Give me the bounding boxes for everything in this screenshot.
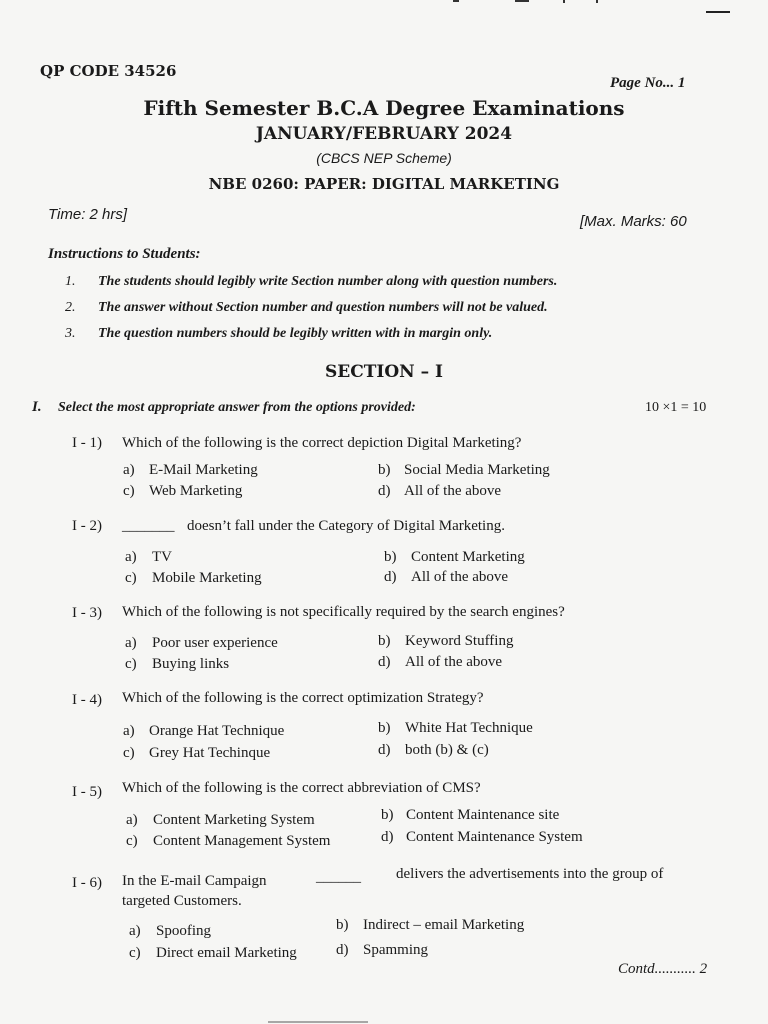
option-label: a) — [126, 812, 138, 828]
option-label: d) — [384, 569, 397, 585]
option-label: b) — [384, 549, 397, 565]
instruction-number: 3. — [65, 326, 76, 341]
instruction-number: 1. — [65, 274, 76, 289]
option-label: b) — [378, 633, 391, 649]
option-label: a) — [125, 549, 137, 565]
option-text: Keyword Stuffing — [405, 633, 514, 649]
paper-title: NBE 0260: PAPER: DIGITAL MARKETING — [208, 175, 560, 193]
scan-speck — [563, 0, 565, 3]
option-label: d) — [378, 654, 391, 670]
section-roman: I. — [32, 399, 42, 415]
option-text: Grey Hat Techinque — [149, 745, 271, 761]
exam-title: Fifth Semester B.C.A Degree Examinations — [143, 96, 625, 120]
option-text: both (b) & (c) — [405, 742, 489, 758]
page-number: Page No... 1 — [610, 75, 686, 91]
question-number: I - 1) — [72, 435, 102, 451]
option-text: Indirect – email Marketing — [363, 917, 525, 933]
scan-speck — [596, 0, 598, 3]
question-number: I - 6) — [72, 875, 102, 891]
option-label: a) — [123, 723, 135, 739]
option-text: E-Mail Marketing — [149, 462, 258, 478]
option-text: Spamming — [363, 942, 429, 958]
question-text: Which of the following is the correct abbreviation of CMS? — [122, 780, 481, 796]
question-number: I - 3) — [72, 605, 102, 621]
scheme: (CBCS NEP Scheme) — [316, 150, 452, 166]
question-blank: _______ — [122, 518, 175, 534]
option-text: Mobile Marketing — [152, 570, 262, 586]
section-marks: 10 ×1 = 10 — [645, 400, 707, 415]
option-label: c) — [129, 945, 141, 961]
option-text: Content Marketing — [411, 549, 525, 565]
scan-mark-line — [706, 11, 730, 13]
option-text: Spoofing — [156, 923, 212, 939]
option-text: Content Management System — [153, 833, 331, 849]
question-number: I - 5) — [72, 784, 102, 800]
option-text: Web Marketing — [149, 483, 243, 499]
option-label: c) — [123, 745, 135, 761]
instruction-text: The answer without Section number and question numbers will not be valued. — [98, 300, 548, 315]
exam-session: JANUARY/FEBRUARY 2024 — [255, 124, 513, 144]
option-text: TV — [152, 549, 172, 565]
option-text: Content Maintenance site — [406, 807, 560, 823]
option-label: b) — [378, 462, 391, 478]
option-text: All of the above — [404, 483, 502, 499]
instruction-text: The students should legibly write Section number along with question numbers. — [98, 274, 558, 289]
option-text: Poor user experience — [152, 635, 278, 651]
question-number: I - 4) — [72, 692, 102, 708]
option-text: White Hat Technique — [405, 720, 533, 736]
option-label: d) — [381, 829, 394, 845]
option-text: All of the above — [405, 654, 503, 670]
option-text: Direct email Marketing — [156, 945, 297, 961]
option-label: a) — [129, 923, 141, 939]
option-label: d) — [336, 942, 349, 958]
section-directive: Select the most appropriate answer from the options provided: — [58, 400, 416, 415]
qp-code: QP CODE 34526 — [40, 62, 177, 80]
instructions-heading: Instructions to Students: — [48, 246, 201, 262]
question-text: Which of the following is the correct optimization Strategy? — [122, 690, 484, 706]
option-text: Orange Hat Technique — [149, 723, 285, 739]
question-text-end: delivers the advertisements into the group of — [396, 866, 664, 882]
scan-speck — [268, 1021, 368, 1023]
option-label: c) — [125, 656, 137, 672]
option-text: Buying links — [152, 656, 230, 672]
scan-speck — [515, 0, 529, 2]
option-label: a) — [125, 635, 137, 651]
scan-speck — [453, 0, 459, 2]
option-label: c) — [123, 483, 135, 499]
continued-note: Contd........... 2 — [618, 961, 708, 977]
option-text: Content Maintenance System — [406, 829, 583, 845]
option-label: d) — [378, 742, 391, 758]
option-label: d) — [378, 483, 391, 499]
question-blank: ______ — [316, 869, 361, 885]
instruction-text: The question numbers should be legibly written with in margin only. — [98, 326, 493, 341]
option-label: b) — [381, 807, 394, 823]
instruction-number: 2. — [65, 300, 76, 315]
option-text: Social Media Marketing — [404, 462, 550, 478]
option-label: b) — [378, 720, 391, 736]
question-text-line2: targeted Customers. — [122, 893, 242, 909]
option-label: a) — [123, 462, 135, 478]
time-allowed: Time: 2 hrs] — [48, 206, 128, 223]
option-text: Content Marketing System — [153, 812, 315, 828]
option-label: b) — [336, 917, 349, 933]
question-text: Which of the following is the correct depiction Digital Marketing? — [122, 435, 522, 451]
question-text-start: In the E-mail Campaign — [122, 873, 267, 889]
max-marks: [Max. Marks: 60 — [580, 213, 687, 230]
question-text: Which of the following is not specifically required by the search engines? — [122, 604, 565, 620]
section-title: SECTION – I — [324, 362, 443, 382]
question-text: doesn’t fall under the Category of Digital Marketing. — [187, 518, 505, 534]
option-text: All of the above — [411, 569, 509, 585]
option-label: c) — [126, 833, 138, 849]
question-number: I - 2) — [72, 518, 102, 534]
option-label: c) — [125, 570, 137, 586]
